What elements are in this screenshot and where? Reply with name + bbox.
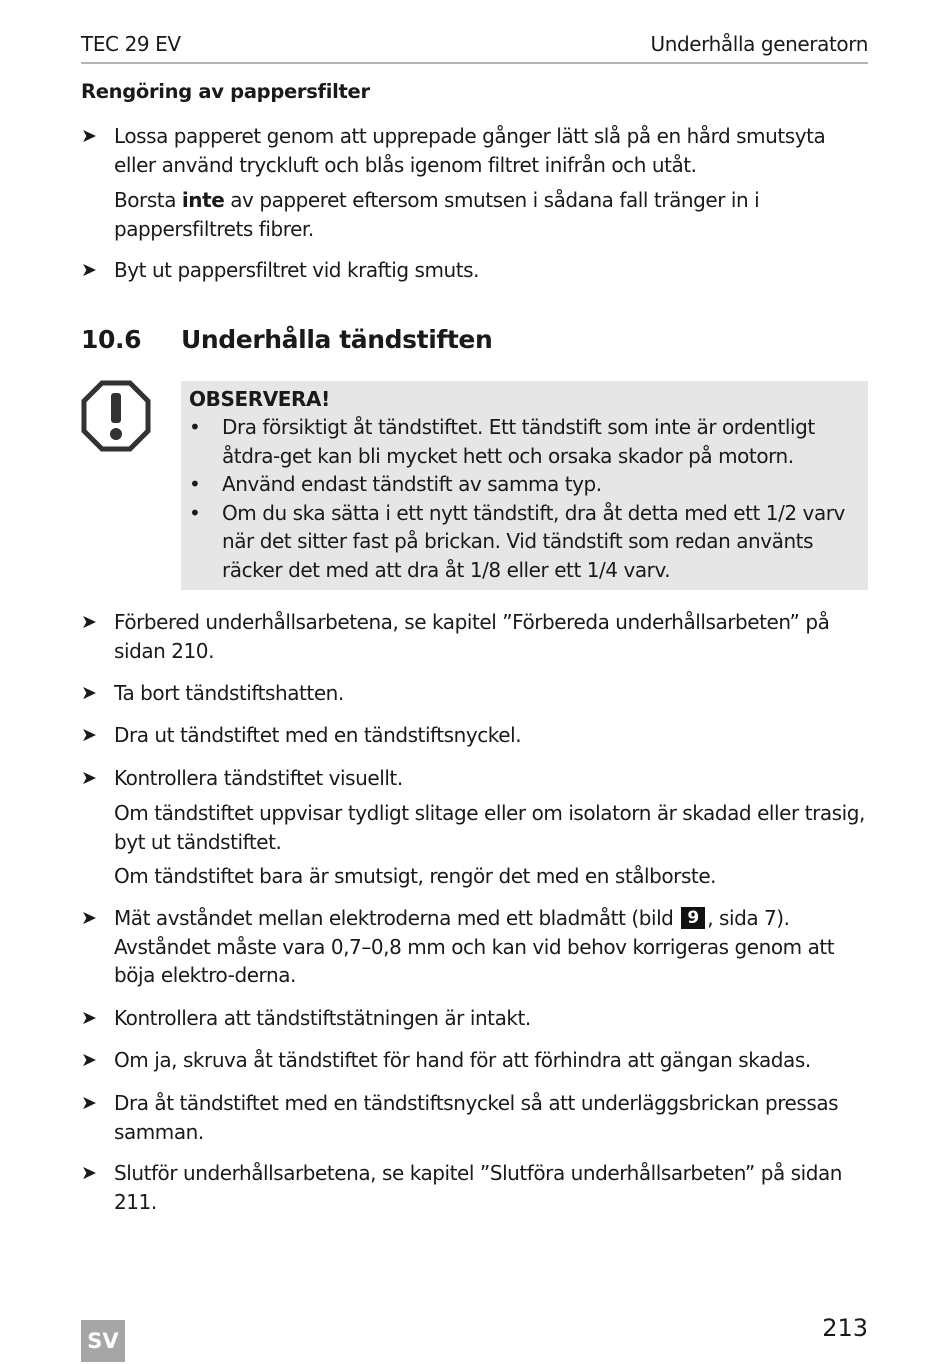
arrow-icon: ➤ <box>81 1007 97 1029</box>
caution-title: OBSERVERA! <box>189 387 330 411</box>
instruction-step <box>81 721 871 750</box>
arrow-icon: ➤ <box>81 125 97 147</box>
instruction-step <box>81 122 871 179</box>
caution-text: Dra försiktigt åt tändstiftet. Ett tändstift som inte är ordentligt åtdra-get kan bli mycket hett och orsaka skador på motorn. <box>222 415 815 468</box>
step-text: Lossa papperet genom att upprepade gånger lätt slå på en hård smutsyta eller använd tryckluft och blås igenom filtret inifrån och utåt. <box>114 124 826 177</box>
header-chapter: Underhålla generatorn <box>650 32 868 56</box>
bullet-icon: • <box>189 415 201 439</box>
instruction-step <box>81 679 871 708</box>
arrow-icon: ➤ <box>81 767 97 789</box>
step-note: Om tändstiftet uppvisar tydligt slitage eller om isolatorn är skadad eller trasig, byt ut tändstiftet. <box>114 801 865 854</box>
caution-text: Använd endast tändstift av samma typ. <box>222 472 602 496</box>
arrow-icon: ➤ <box>81 1162 97 1184</box>
subsection-heading: Rengöring av pappersfilter <box>81 80 370 103</box>
bullet-icon: • <box>189 500 201 525</box>
caution-item <box>189 470 861 499</box>
instruction-step <box>81 904 871 990</box>
step-text: Dra ut tändstiftet med en tändstiftsnyckel. <box>114 723 522 747</box>
note-text: av papperet eftersom smutsen i sådana fall tränger in i pappersfiltrets fibrer. <box>114 188 760 241</box>
arrow-icon: ➤ <box>81 724 97 746</box>
section-title: Underhålla tändstiften <box>181 325 493 354</box>
language-tab: SV <box>81 1320 125 1362</box>
instruction-step <box>81 1089 871 1146</box>
step-note <box>114 186 874 243</box>
note-emphasis: inte <box>181 188 225 212</box>
step-text: Slutför underhållsarbetena, se kapitel ”Slutföra underhållsarbeten” på sidan 211. <box>114 1161 843 1214</box>
note-text: Borsta <box>114 188 182 212</box>
arrow-icon: ➤ <box>81 1092 97 1114</box>
header-model: TEC 29 EV <box>81 32 181 56</box>
caution-box <box>181 381 868 590</box>
step-text <box>114 904 871 990</box>
instruction-step <box>81 764 871 793</box>
section-number: 10.6 <box>81 325 142 354</box>
step-text: Om ja, skruva åt tändstiftet för hand för att förhindra att gängan skadas. <box>114 1048 811 1072</box>
arrow-icon: ➤ <box>81 259 97 281</box>
instruction-step <box>81 1004 871 1033</box>
arrow-icon: ➤ <box>81 611 97 633</box>
step-text-part: Mät avståndet mellan elektroderna med ett bladmått (bild <box>114 906 680 930</box>
step-text: Kontrollera att tändstiftstätningen är intakt. <box>114 1006 531 1030</box>
step-text: Dra åt tändstiftet med en tändstiftsnyckel så att underläggsbrickan pressas samman. <box>114 1091 839 1144</box>
instruction-step <box>81 608 871 665</box>
figure-reference-badge: 9 <box>681 907 705 929</box>
step-text: Byt ut pappersfiltret vid kraftig smuts. <box>114 258 480 282</box>
instruction-step <box>81 1046 871 1075</box>
step-text: Kontrollera tändstiftet visuellt. <box>114 766 403 790</box>
warning-icon <box>81 380 151 452</box>
caution-item <box>189 499 861 585</box>
step-text: Förbered underhållsarbetena, se kapitel ”Förbereda underhållsarbeten” på sidan 210. <box>114 610 830 663</box>
step-note: Om tändstiftet bara är smutsigt, rengör det med en stålborste. <box>114 864 717 888</box>
arrow-icon: ➤ <box>81 1049 97 1071</box>
page-number: 213 <box>822 1314 868 1342</box>
arrow-icon: ➤ <box>81 907 97 929</box>
instruction-step <box>81 1159 871 1216</box>
bullet-icon: • <box>189 472 201 496</box>
step-text: Ta bort tändstiftshatten. <box>114 681 344 705</box>
step-text-part: , sida 7). Avståndet måste vara 0,7–0,8 mm och kan vid behov korrigeras genom att böja elektro-derna. <box>114 906 835 987</box>
caution-list <box>189 413 861 584</box>
instruction-step <box>81 256 871 285</box>
arrow-icon: ➤ <box>81 682 97 704</box>
page-header <box>81 28 868 64</box>
caution-item <box>189 413 861 470</box>
caution-text: Om du ska sätta i ett nytt tändstift, dra åt detta med ett 1/2 varv när det sitter fast på brickan. Vid tändstift som redan använts räcker det med att dra åt 1/8 eller ett 1/4 varv. <box>222 500 845 582</box>
